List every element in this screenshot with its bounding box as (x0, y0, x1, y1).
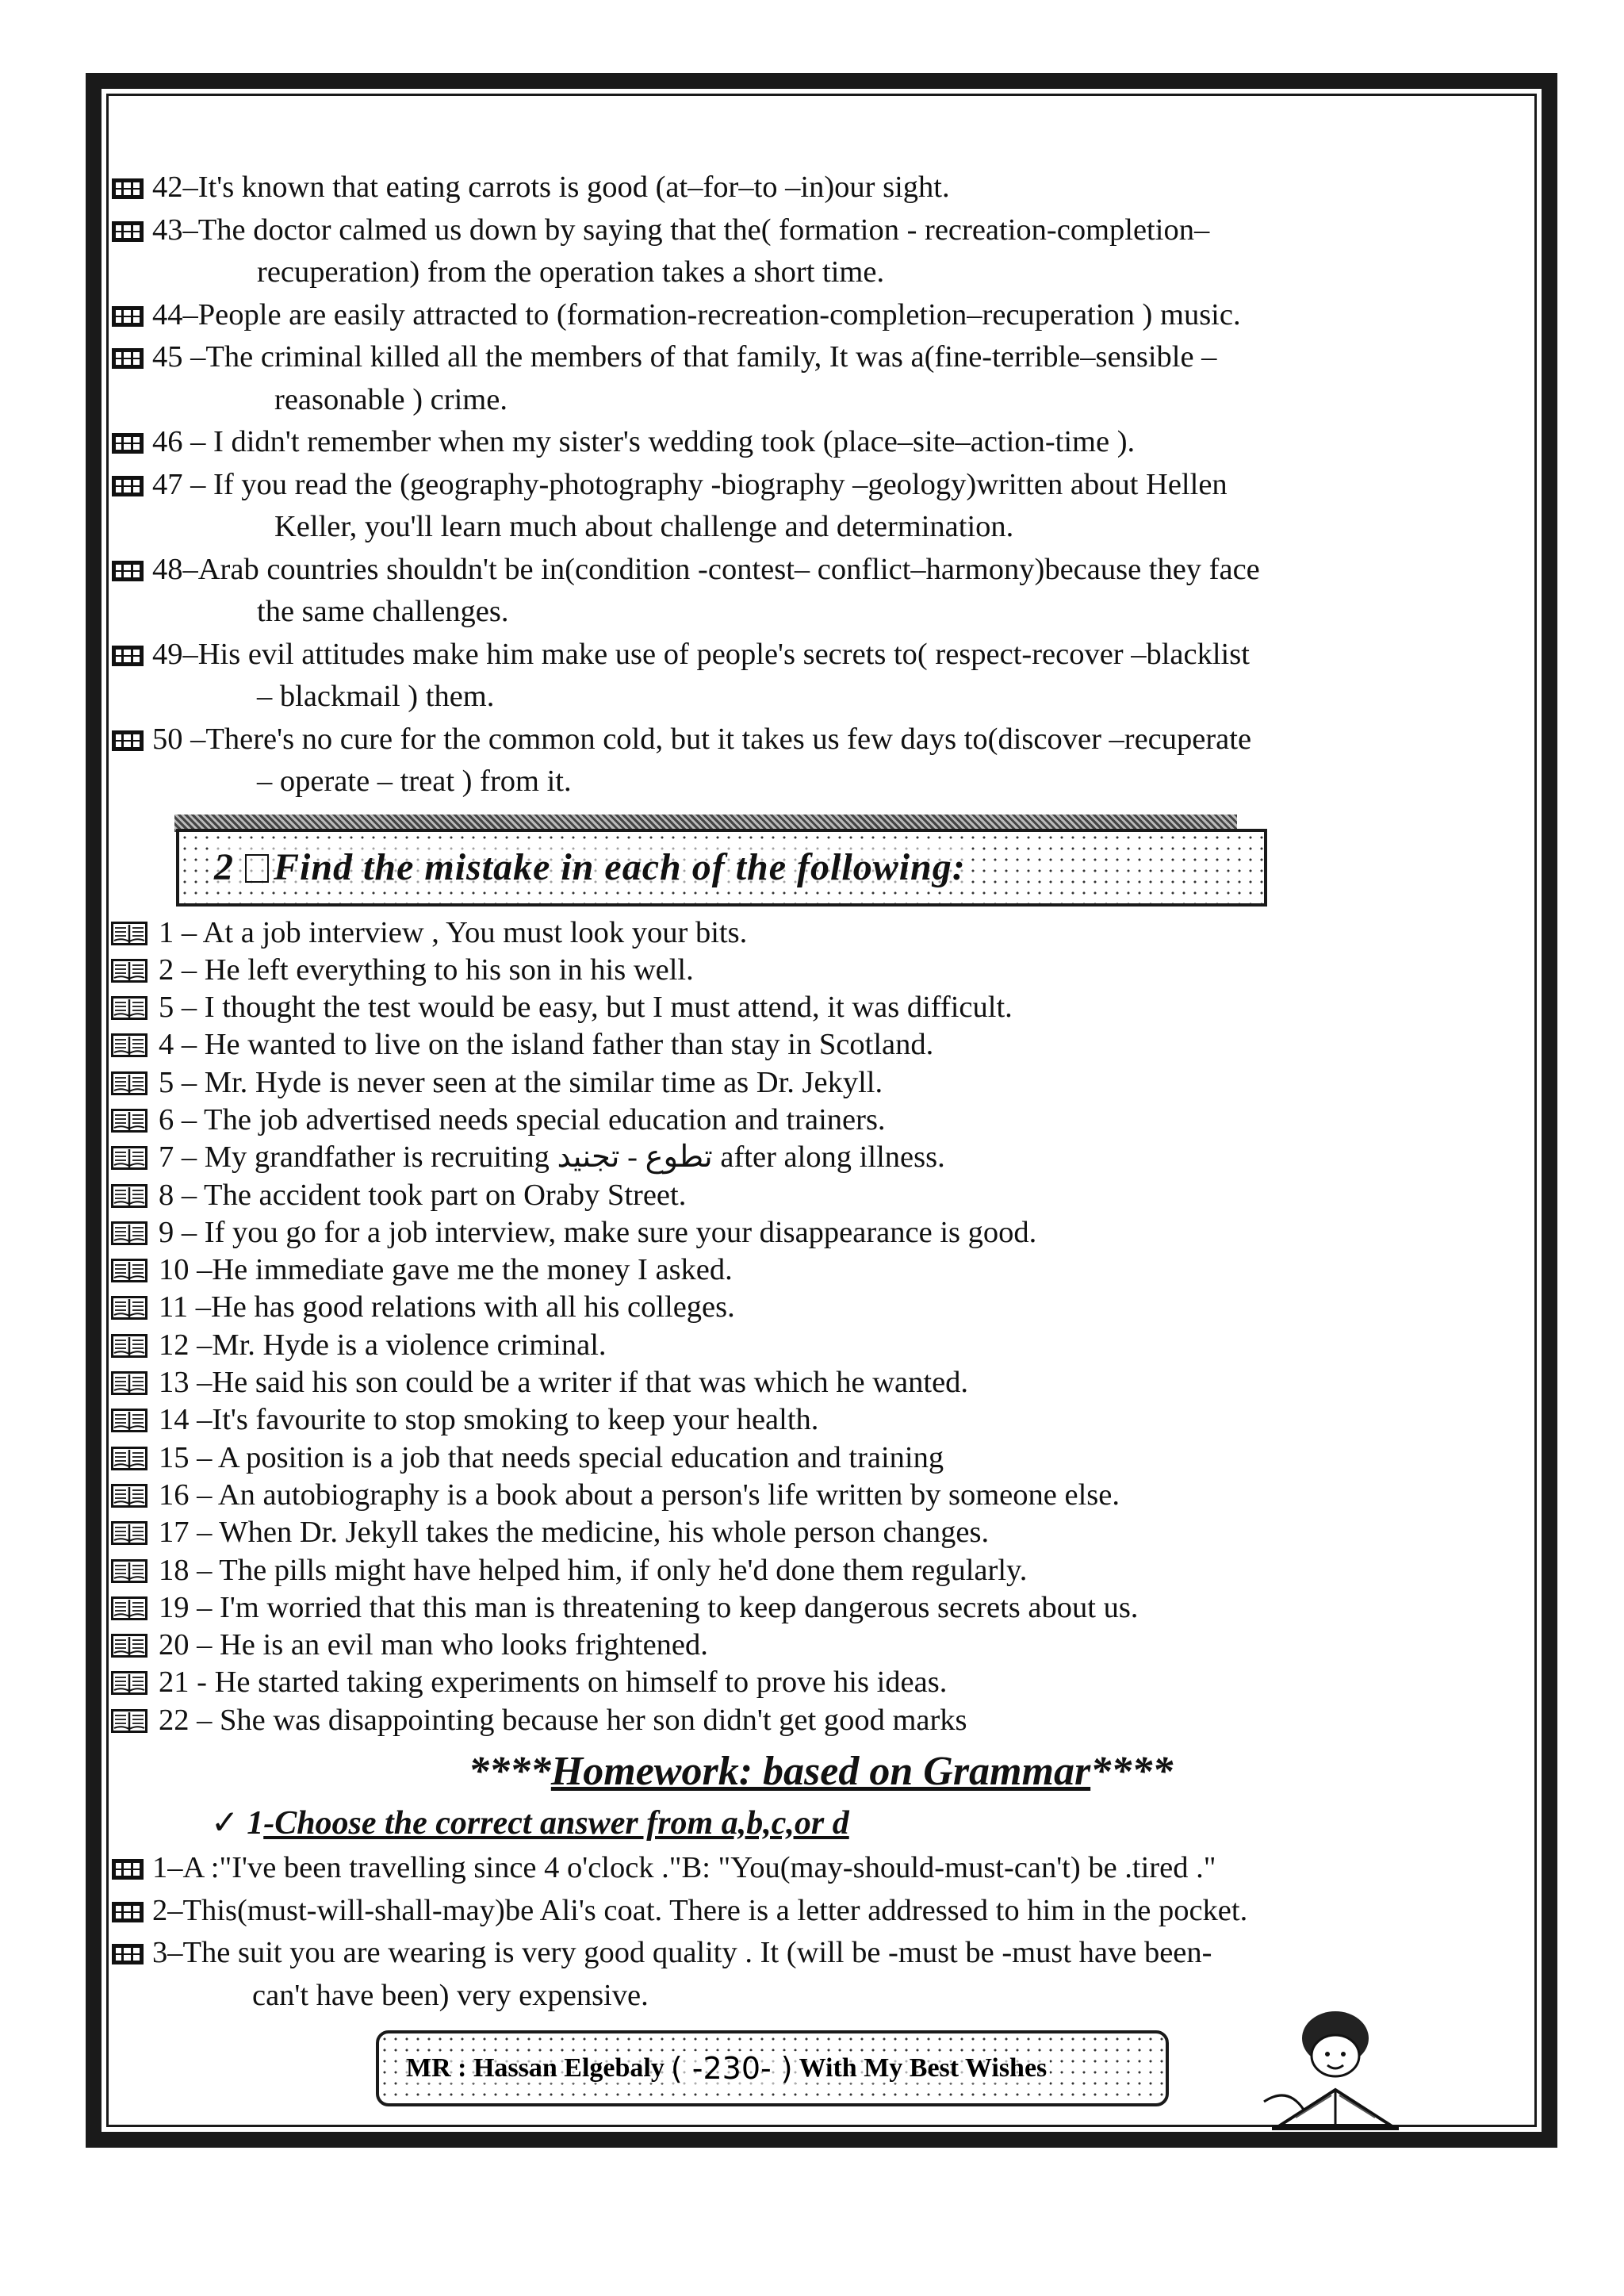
mistake-text: 17 – When Dr. Jekyll takes the medicine, his whole person changes. (159, 1516, 990, 1550)
mistake-text: 15 – A position is a job that needs special education and training (159, 1440, 944, 1474)
open-book-icon (111, 1371, 147, 1395)
mistake-text: 2 – He left everything to his son in his well. (159, 953, 694, 987)
open-book-icon (111, 1447, 147, 1470)
film-strip-icon (111, 178, 144, 200)
open-book-icon (111, 1596, 147, 1620)
open-book-icon (111, 1671, 147, 1695)
subtitle-number: 1 (247, 1805, 264, 1842)
open-book-icon (111, 1296, 147, 1320)
mistake-text: 16 – An autobiography is a book about a person's life written by someone else. (159, 1478, 1120, 1512)
open-book-icon (111, 1559, 147, 1583)
open-book-icon (111, 1184, 147, 1208)
mistake-text: 14 –It's favourite to stop smoking to keep your health. (159, 1403, 819, 1437)
mistake-text: 1 – At a job interview , You must look your bits. (159, 915, 748, 949)
open-book-icon (111, 922, 147, 945)
question-text: 44–People are easily attracted to (formation-recreation-completion–recuperation ) music. (152, 297, 1241, 332)
open-book-icon (111, 1221, 147, 1245)
open-book-icon (111, 1709, 147, 1733)
mistake-text: 22 – She was disappointing because her son didn't get good marks (159, 1703, 967, 1737)
author-name: MR : Hassan Elgebaly (403, 2053, 668, 2083)
mistake-item (111, 1589, 1530, 1627)
mistake-text: 19 – I'm worried that this man is threatening to keep dangerous secrets about us. (159, 1590, 1139, 1624)
open-book-icon (111, 1259, 147, 1282)
mistake-item (111, 1064, 1530, 1102)
mistake-item (111, 1139, 1530, 1176)
mistake-text: 11 –He has good relations with all his colleges. (159, 1290, 735, 1324)
checkbox-glyph-icon (245, 854, 269, 883)
best-wishes: With My Best Wishes (796, 2053, 1051, 2083)
worksheet-content (111, 167, 1530, 2017)
open-book-icon (111, 1334, 147, 1358)
question-text: 46 – I didn't remember when my sister's wedding took (place–site–action-time ). (152, 425, 1136, 458)
mistake-item (111, 1327, 1530, 1364)
mistake-item (111, 989, 1530, 1026)
stars-left: **** (468, 1749, 551, 1795)
question-item (111, 1890, 1530, 1933)
open-book-icon (111, 1634, 147, 1658)
open-book-icon (111, 1484, 147, 1508)
mistake-text: 5 – I thought the test would be easy, but I must attend, it was difficult. (159, 991, 1013, 1025)
mistake-text: 6 – The job advertised needs special education and trainers. (159, 1102, 886, 1137)
mistake-text: 12 –Mr. Hyde is a violence criminal. (159, 1328, 607, 1362)
question-text: 3–The suit you are wearing is very good quality . It (will be -must be -must have been- (152, 1936, 1212, 1970)
open-book-icon (111, 1109, 147, 1133)
film-strip-icon (111, 560, 144, 582)
mistake-text: 7 – My grandfather is recruiting تطوع - تجنيد after along illness. (159, 1140, 945, 1175)
question-text: 2–This(must-will-shall-may)be Ali's coat. There is a letter addressed to him in the pocket. (152, 1893, 1248, 1927)
vocab-question-list (111, 167, 1530, 803)
film-strip-icon (111, 645, 144, 667)
open-book-icon (111, 996, 147, 1020)
mistake-item (111, 1026, 1530, 1064)
mistake-text: 20 – He is an evil man who looks frightened. (159, 1628, 708, 1662)
question-text: 50 –There's no cure for the common cold, but it takes us few days to(discover –recuperate (152, 722, 1252, 756)
section-heading (214, 846, 966, 889)
film-strip-icon (111, 347, 144, 370)
question-item (111, 209, 1530, 294)
page-number: ( -230- ) (668, 2051, 796, 2086)
mistake-item (111, 1177, 1530, 1214)
question-item (111, 464, 1530, 549)
question-text: 48–Arab countries shouldn't be in(condition -contest– conflict–harmony)because they face (152, 552, 1260, 586)
stars-right: **** (1090, 1749, 1174, 1795)
mistake-item (111, 914, 1530, 952)
question-text: 47 – If you read the (geography-photography -biography –geology)written about Hellen (152, 467, 1228, 501)
mistake-item (111, 1439, 1530, 1477)
open-book-icon (111, 1521, 147, 1545)
film-strip-icon (111, 305, 144, 328)
question-text-continued: recuperation) from the operation takes a short time. (257, 255, 885, 289)
question-text-continued: – operate – treat ) from it. (257, 765, 572, 798)
open-book-icon (111, 1033, 147, 1057)
grammar-question-list (111, 1847, 1530, 2017)
question-text-continued: the same challenges. (257, 595, 509, 628)
mistake-text: 4 – He wanted to live on the island father than stay in Scotland. (159, 1028, 934, 1062)
question-item (111, 1932, 1530, 2017)
film-strip-icon (111, 730, 144, 752)
film-strip-icon (111, 220, 144, 243)
question-text: 1–A :"I've been travelling since 4 o'clock ."B: "You(may-should-must-can't) be .tired ." (152, 1851, 1216, 1885)
mistake-item (111, 1214, 1530, 1251)
mistake-item (111, 1401, 1530, 1439)
question-item (111, 167, 1530, 209)
open-book-icon (111, 959, 147, 983)
mistake-text: 13 –He said his son could be a writer if that was which he wanted. (159, 1366, 969, 1400)
section-banner (111, 807, 1530, 914)
question-text-continued: reasonable ) crime. (274, 382, 508, 416)
question-text-continued: can't have been) very expensive. (252, 1978, 649, 2012)
mistake-text: 10 –He immediate gave me the money I asked. (159, 1253, 733, 1287)
film-strip-icon (111, 1858, 144, 1880)
mistake-text: 21 - He started taking experiments on himself to prove his ideas. (159, 1665, 948, 1700)
mistake-item (111, 1552, 1530, 1589)
homework-heading: Homework: based on Grammar (550, 1749, 1091, 1795)
open-book-icon (111, 1071, 147, 1095)
question-item (111, 719, 1530, 803)
question-text-continued: Keller, you'll learn much about challenge and determination. (274, 510, 1014, 543)
mistake-item (111, 1102, 1530, 1139)
question-text: 49–His evil attitudes make him make use of people's secrets to( respect-recover –blacklist (152, 637, 1250, 671)
mistake-item (111, 1251, 1530, 1289)
question-item (111, 634, 1530, 719)
mistake-item (111, 1627, 1530, 1664)
question-text-continued: – blackmail ) them. (257, 680, 495, 713)
student-reading-icon (1248, 2007, 1415, 2133)
homework-title (111, 1744, 1530, 1800)
mistake-text: 18 – The pills might have helped him, if only he'd done them regularly. (159, 1553, 1028, 1587)
mistake-text: 5 – Mr. Hyde is never seen at the similar time as Dr. Jekyll. (159, 1065, 883, 1099)
question-text: 43–The doctor calmed us down by saying that the( formation - recreation-completion– (152, 213, 1210, 247)
mistake-item (111, 1514, 1530, 1551)
open-book-icon (111, 1146, 147, 1170)
question-item (111, 549, 1530, 634)
mistake-item (111, 1364, 1530, 1401)
mistake-text: 9 – If you go for a job interview, make sure your disappearance is good. (159, 1215, 1037, 1249)
mistake-item (111, 1664, 1530, 1701)
film-strip-icon (111, 1943, 144, 1965)
section-heading-box (176, 829, 1267, 907)
mistake-item (111, 952, 1530, 989)
film-strip-icon (111, 1901, 144, 1923)
mistake-item (111, 1702, 1530, 1739)
section-number: 2 (214, 845, 234, 888)
subtitle-text: -Choose the correct answer from a,b,c,or d (263, 1805, 849, 1842)
mistake-list (111, 914, 1530, 1740)
mistake-item (111, 1477, 1530, 1514)
question-item (111, 336, 1530, 421)
film-strip-icon (111, 475, 144, 497)
check-mark-icon: ✓ (211, 1805, 239, 1842)
section-title: Find the mistake in each of the following: (274, 845, 966, 888)
homework-subtitle (111, 1800, 1530, 1847)
film-strip-icon (111, 432, 144, 454)
mistake-text: 8 – The accident took part on Oraby Street. (159, 1178, 687, 1212)
question-text: 45 –The criminal killed all the members of that family, It was a(fine-terrible–sensible – (152, 340, 1217, 374)
open-book-icon (111, 1409, 147, 1432)
question-item (111, 1847, 1530, 1890)
question-item (111, 294, 1530, 337)
question-text: 42–It's known that eating carrots is good (at–for–to –in)our sight. (152, 171, 950, 204)
mistake-item (111, 1289, 1530, 1326)
footer-box (376, 2030, 1169, 2106)
question-item (111, 421, 1530, 464)
